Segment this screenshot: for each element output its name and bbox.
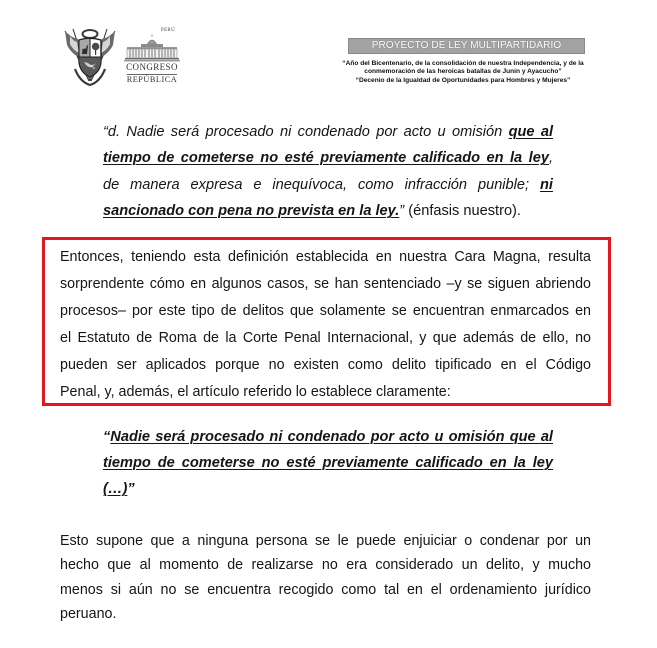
- paragraph-line: pueden ser aplicados porque no existen como delito tipificado en el Código: [60, 357, 591, 374]
- logo-name-congreso: CONGRESO: [126, 62, 178, 72]
- closing-paragraph: [60, 529, 591, 627]
- wreath-crown: [83, 30, 98, 38]
- quote-close-mark: ”: [399, 203, 405, 220]
- motto-line: conmemoración de las heroicas batallas de Junín y Ayacucho”: [364, 68, 562, 76]
- quote-emphasis: tiempo de cometerse no esté previamente calificado en la ley: [103, 150, 549, 167]
- quote-emphasis: sancionado con pena no prevista en la ley.: [103, 203, 400, 220]
- quote-emphasis: que al: [508, 124, 553, 140]
- building-base: [124, 58, 180, 62]
- paragraph-line: Entonces, teniendo esta definición establecida en nuestra Cara Magna, resulta: [60, 248, 591, 265]
- quote-line: [103, 198, 553, 224]
- quote-line: [103, 424, 553, 450]
- motto-line: “Año del Bicentenario, de la consolidación de nuestra Independencia, y de la: [342, 59, 584, 67]
- shield: [79, 38, 101, 77]
- quote-emphasis: tiempo de cometerse no esté previamente calificado en la ley: [103, 455, 553, 471]
- article-quote: [103, 424, 553, 502]
- quote-emphasis: ni: [540, 176, 553, 193]
- quote-line: [103, 450, 553, 476]
- quote-line: [103, 119, 553, 145]
- quote-line: [103, 145, 553, 171]
- quote-close-mark: ”: [127, 481, 135, 497]
- paragraph-line: peruano.: [60, 606, 117, 622]
- paragraph-line: sorprendente cómo en algunos casos, se han sentenciado –y se siguen abriendo: [60, 275, 591, 292]
- paragraph-line: procesos– por este tipo de delitos que solamente se encuentran enmarcados en: [60, 302, 591, 319]
- constitution-quote: [103, 119, 553, 225]
- emphasis-note: (énfasis nuestro).: [404, 203, 521, 220]
- quote-text: de manera expresa e inequívoca, como infracción punible;: [103, 176, 541, 193]
- logo-country-label: PERÚ: [161, 28, 175, 33]
- coat-of-arms-emblem: [62, 27, 118, 89]
- paragraph-line: hecho que al momento de realizarse no era considerado un delito, y mucho: [60, 557, 591, 573]
- bill-type-banner: PROYECTO DE LEY MULTIPARTIDARIO: [348, 38, 585, 54]
- paragraph-line: menos si aún no se encuentra recogido como tal en el ordenamiento jurídico: [60, 581, 591, 598]
- quote-text: “d. Nadie será procesado ni condenado por acto u omisión: [103, 124, 509, 140]
- paragraph-line: el Estatuto de Roma de la Corte Penal Internacional, y que además de ello, no: [60, 330, 591, 347]
- building-dome: [148, 35, 157, 45]
- quote-open-mark: “: [103, 429, 111, 445]
- quote-line: [103, 476, 553, 502]
- motto-line: “Decenio de la Igualdad de Oportunidades para Hombres y Mujeres”: [355, 76, 571, 84]
- paragraph-line: Penal, y, además, el artículo referido lo establece claramente:: [60, 384, 451, 401]
- official-year-mottos: [318, 60, 608, 86]
- logo-name-republica: REPÚBLICA: [126, 75, 178, 84]
- congress-building-logo: [124, 34, 180, 64]
- quote-emphasis: Nadie será procesado ni condenado por acto u omisión que al: [110, 429, 553, 445]
- highlighted-paragraph: [60, 244, 591, 407]
- quote-text: ,: [548, 150, 553, 167]
- quote-line: [103, 172, 553, 198]
- paragraph-line: Esto supone que a ninguna persona se le puede enjuiciar o condenar por un: [60, 532, 591, 549]
- quote-emphasis: (…): [103, 481, 128, 497]
